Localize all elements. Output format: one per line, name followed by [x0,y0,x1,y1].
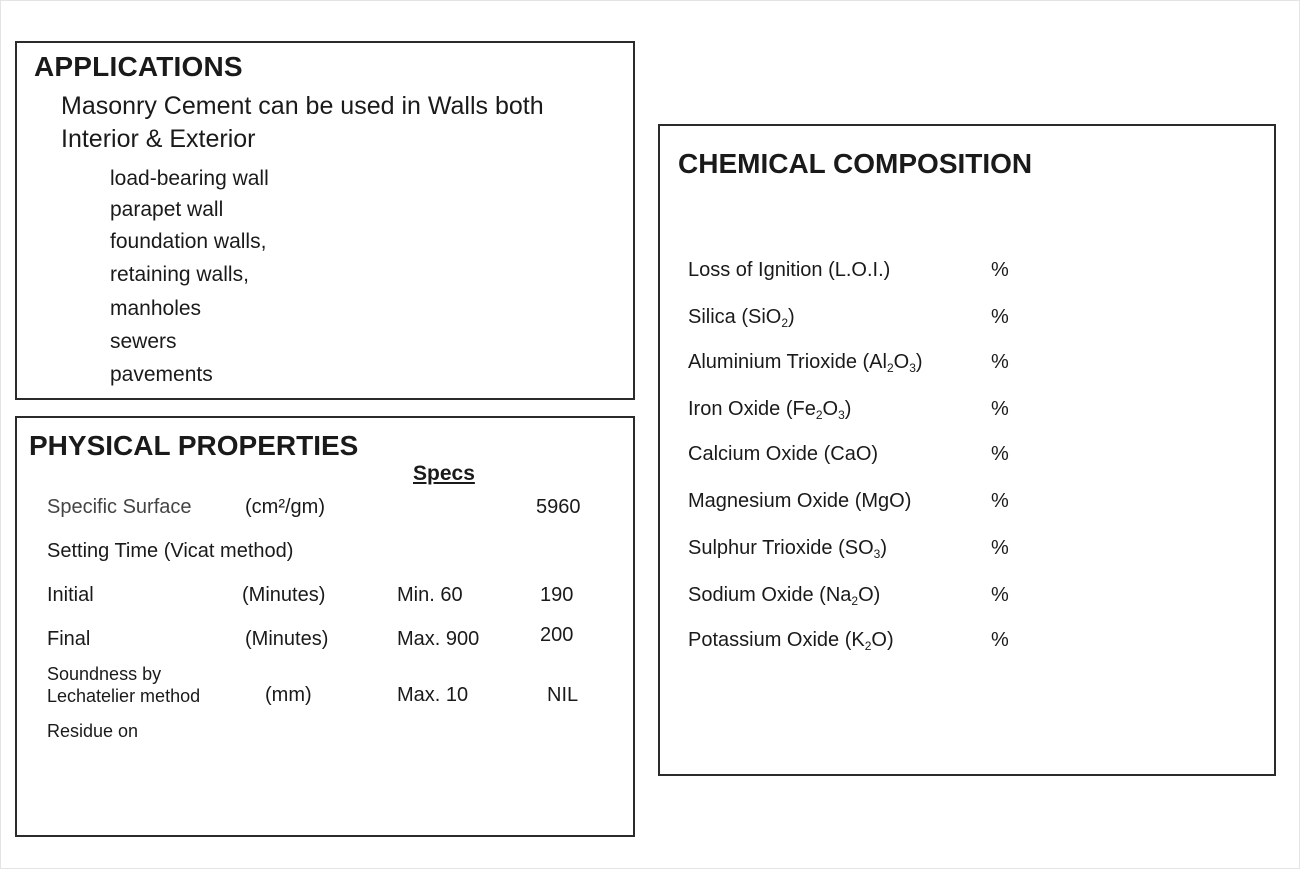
table-row [688,490,1248,518]
table-row [688,584,1248,612]
property-name-line: Soundness by [47,664,162,684]
compound-name: Iron Oxide $(Fe_2O_3)$ [688,398,852,422]
property-value: NIL [547,684,579,706]
applications-intro: Masonry Cement can be used in Walls both Interior & Exterior [61,92,544,153]
property-spec: Max. 900 [397,628,480,650]
table-row [688,443,1248,471]
table-row [688,306,1248,334]
list-item: retaining walls, [110,263,249,286]
table-row [688,259,1248,287]
list-item: foundation walls, [110,230,267,253]
property-name [47,663,200,707]
table-row [688,537,1248,565]
table-row [688,629,1248,657]
physical-properties-panel [15,416,635,837]
compound-unit: % [991,259,1009,281]
compound-unit: % [991,306,1009,328]
compound-unit: % [991,584,1009,606]
property-name: Specific Surface [47,496,192,518]
property-value: 5960 [536,496,581,518]
compound-name: Magnesium Oxide (MgO) [688,490,912,512]
compound-name: Sulphur Trioxide $(SO_3)$ [688,537,887,561]
compound-unit: % [991,351,1009,373]
list-item: parapet wall [110,198,224,221]
property-name: Final [47,628,91,650]
specs-column-header: Specs [413,462,475,485]
compound-name: Calcium Oxide (CaO) [688,443,879,465]
chemical-composition-title: CHEMICAL COMPOSITION [678,148,1033,179]
property-value: 200 [540,624,574,646]
compound-name: Sodium Oxide $(Na_2O)$ [688,584,881,608]
property-unit: (mm) [265,684,312,706]
compound-name: Loss of Ignition (L.O.I.) [688,259,891,281]
compound-name: Potassium Oxide $(K_2O)$ [688,629,894,653]
list-item: pavements [110,363,213,386]
applications-panel [15,41,635,400]
property-spec: Max. 10 [397,684,469,706]
compound-unit: % [991,629,1009,651]
compound-unit: % [991,537,1009,559]
table-row [688,351,1248,379]
property-value: 190 [540,584,574,606]
compound-name: Silica (SiO$_2$) [688,306,795,330]
physical-properties-title: PHYSICAL PROPERTIES [29,430,359,461]
property-name: Setting Time (Vicat method) [47,540,294,562]
chemical-composition-panel [658,124,1276,776]
property-spec: Min. 60 [397,584,463,606]
compound-unit: % [991,490,1009,512]
property-name: Initial [47,584,94,606]
compound-unit: % [991,398,1009,420]
compound-name: Aluminium Trioxide $(Al_2O_3)$ [688,351,923,375]
property-name: Residue on [47,721,139,741]
applications-title: APPLICATIONS [34,51,243,82]
property-name-line: Lechatelier method [47,686,201,706]
list-item: sewers [110,330,177,353]
compound-unit: % [991,443,1009,465]
table-row [688,398,1248,426]
property-unit: (Minutes) [245,628,329,650]
property-unit: (cm²/gm) [245,496,325,518]
list-item: load-bearing wall [110,167,269,190]
list-item: manholes [110,297,202,320]
property-unit: (Minutes) [242,584,326,606]
